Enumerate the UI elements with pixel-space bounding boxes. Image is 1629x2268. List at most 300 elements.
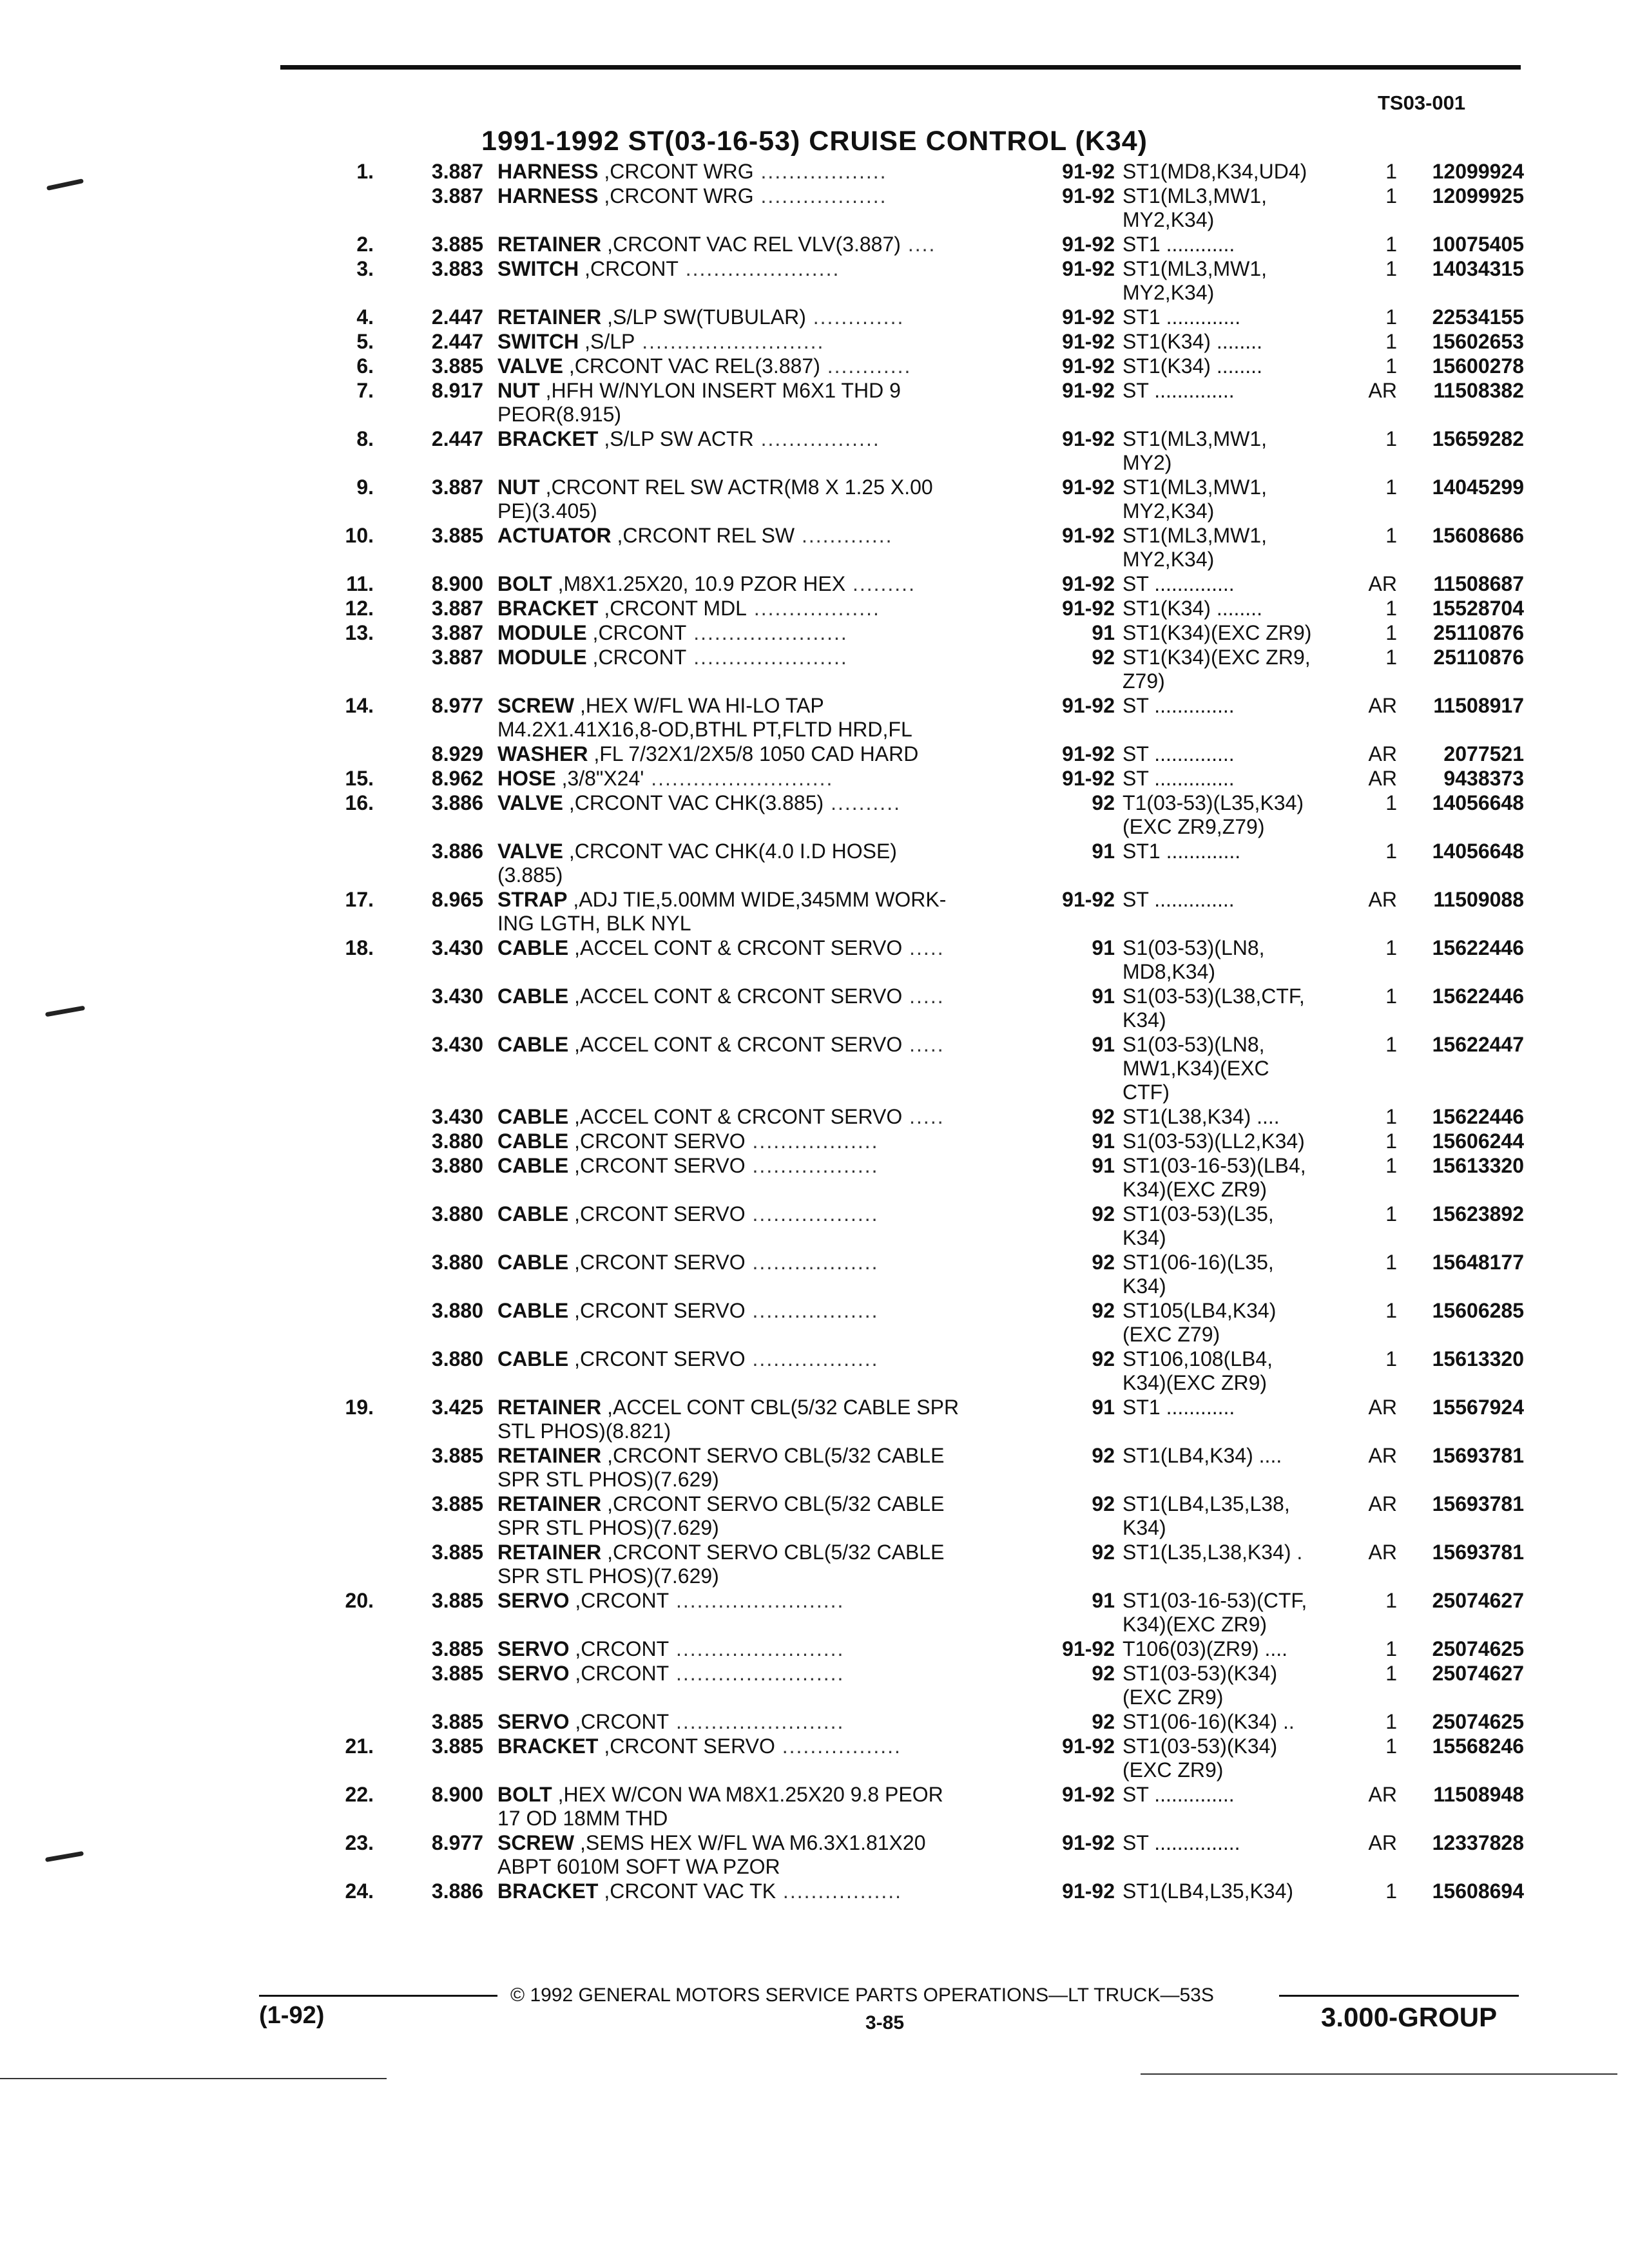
part-name: VALVE — [497, 354, 563, 378]
item-number: 22. — [345, 1783, 374, 1806]
part-name: CABLE — [497, 1154, 569, 1177]
table-row — [0, 621, 1629, 646]
part-description — [497, 936, 1032, 960]
item-number: 2. — [356, 233, 374, 256]
leader-dots: .......................... — [635, 330, 825, 353]
part-detail: ,HEX W/CON WA M8X1.25X20 9.8 PEOR 17 OD 18MM THD — [497, 1783, 943, 1830]
part-detail: ,CRCONT SERVO — [568, 1154, 746, 1177]
model-years: 92 — [1092, 1492, 1115, 1515]
part-description — [497, 1637, 1032, 1661]
part-detail: ,CRCONT SERVO CBL(5/32 CABLE SPR STL PHOS)(7.629) — [497, 1444, 945, 1491]
leader-dots: .................. — [745, 1154, 879, 1177]
model-usage: ST1(MD8,K34,UD4) — [1123, 160, 1307, 183]
table-row — [0, 1347, 1629, 1396]
part-description — [497, 1662, 1032, 1686]
table-row — [0, 1129, 1629, 1154]
part-name: RETAINER — [497, 1541, 602, 1564]
table-row — [0, 233, 1629, 257]
part-detail: ,CRCONT SERVO CBL(5/32 CABLE SPR STL PHOS)(7.629) — [497, 1541, 945, 1588]
leader-dots: ........................ — [669, 1589, 845, 1612]
part-description — [497, 1492, 1032, 1540]
part-detail: ,CRCONT REL SW ACTR(M8 X 1.25 X.00 PE)(3.405) — [497, 476, 933, 523]
quantity: AR — [1368, 1492, 1397, 1515]
quantity: 1 — [1385, 985, 1397, 1008]
model-usage: ST1(06-16)(L35, K34) — [1123, 1251, 1274, 1298]
quantity: AR — [1368, 1831, 1397, 1854]
model-usage: ST106,108(LB4, K34)(EXC ZR9) — [1123, 1347, 1273, 1394]
part-description — [497, 427, 1032, 451]
part-description — [497, 694, 1032, 742]
model-years: 91-92 — [1062, 524, 1115, 547]
model-usage: ST1(K34)(EXC ZR9, Z79) — [1123, 646, 1311, 693]
quantity: AR — [1368, 1783, 1397, 1806]
model-years: 92 — [1092, 1299, 1115, 1322]
part-number: 25110876 — [1433, 621, 1524, 644]
group-number: 3.885 — [431, 233, 483, 256]
part-description — [497, 1589, 1032, 1613]
part-detail: ,HEX W/FL WA HI-LO TAP M4.2X1.41X16,8-OD,BTHL PT,FLTD HRD,FL — [497, 694, 912, 741]
item-number: 18. — [345, 936, 374, 959]
part-number: 15622446 — [1432, 936, 1524, 959]
model-years: 91-92 — [1062, 1637, 1115, 1660]
model-years: 91-92 — [1062, 597, 1115, 620]
part-name: RETAINER — [497, 305, 602, 329]
part-name: NUT — [497, 379, 540, 402]
part-detail: ,CRCONT — [569, 1662, 670, 1685]
model-usage: ST .............. — [1123, 888, 1235, 911]
item-number: 16. — [345, 791, 374, 814]
part-name: SERVO — [497, 1710, 570, 1733]
part-number: 15528704 — [1432, 597, 1524, 620]
table-row — [0, 354, 1629, 379]
part-number: 2077521 — [1443, 742, 1524, 765]
table-row — [0, 1710, 1629, 1735]
model-usage: S1(03-53)(LN8, MD8,K34) — [1123, 936, 1265, 983]
model-years: 91 — [1092, 1154, 1115, 1177]
part-description — [497, 572, 1032, 596]
leader-dots: .................. — [745, 1299, 879, 1322]
leader-dots: ..... — [902, 1033, 945, 1056]
part-description — [497, 742, 1032, 766]
quantity: 1 — [1385, 936, 1397, 959]
table-row — [0, 1879, 1629, 1904]
part-detail: ,CRCONT — [586, 646, 687, 669]
model-years: 91-92 — [1062, 476, 1115, 499]
footer-date: (1-92) — [259, 2002, 325, 2029]
part-number: 25074627 — [1432, 1589, 1524, 1612]
model-usage: T1(03-53)(L35,K34) (EXC ZR9,Z79) — [1123, 791, 1304, 838]
part-description — [497, 160, 1032, 184]
part-name: BOLT — [497, 1783, 552, 1806]
item-number: 9. — [356, 476, 374, 499]
table-row — [0, 1396, 1629, 1444]
table-row — [0, 1492, 1629, 1541]
part-name: RETAINER — [497, 1444, 602, 1467]
quantity: 1 — [1385, 1202, 1397, 1225]
group-number: 3.887 — [431, 160, 483, 183]
leader-dots: ............. — [795, 524, 893, 547]
part-name: BRACKET — [497, 427, 599, 450]
table-row — [0, 330, 1629, 354]
part-description — [497, 1033, 1032, 1057]
group-number: 3.885 — [431, 1492, 483, 1515]
item-number: 23. — [345, 1831, 374, 1854]
model-years: 91 — [1092, 840, 1115, 863]
model-usage: ST1(K34)(EXC ZR9) — [1123, 621, 1312, 644]
part-number: 25074625 — [1432, 1637, 1524, 1660]
quantity: 1 — [1385, 1299, 1397, 1322]
part-description — [497, 1347, 1032, 1371]
part-detail: ,CRCONT SERVO — [568, 1299, 746, 1322]
group-number: 3.430 — [431, 936, 483, 959]
footer-rule — [259, 1995, 497, 1997]
model-usage: S1(03-53)(LL2,K34) — [1123, 1129, 1305, 1153]
part-number: 11509088 — [1433, 888, 1524, 911]
group-number: 8.962 — [431, 767, 483, 790]
part-detail: ,CRCONT SERVO — [568, 1347, 746, 1370]
model-usage: ST1(03-53)(L35, K34) — [1123, 1202, 1274, 1249]
model-usage: T106(03)(ZR9) .... — [1123, 1637, 1288, 1660]
item-number: 8. — [356, 427, 374, 450]
quantity: AR — [1368, 1396, 1397, 1419]
table-row — [0, 1444, 1629, 1492]
model-years: 91-92 — [1062, 742, 1115, 765]
part-description — [497, 646, 1032, 669]
part-name: HOSE — [497, 767, 556, 790]
part-name: SERVO — [497, 1637, 570, 1660]
group-number: 3.430 — [431, 985, 483, 1008]
model-years: 91 — [1092, 1396, 1115, 1419]
part-detail: ,CRCONT VAC CHK(4.0 I.D HOSE) (3.885) — [497, 840, 897, 887]
part-number: 11508917 — [1433, 694, 1524, 717]
group-number: 2.447 — [431, 427, 483, 450]
bottom-rule — [1141, 2073, 1617, 2075]
part-detail: ,CRCONT VAC TK — [598, 1879, 776, 1903]
part-description — [497, 379, 1032, 427]
group-number: 3.885 — [431, 1637, 483, 1660]
model-usage: S1(03-53)(LN8, MW1,K34)(EXC CTF) — [1123, 1033, 1269, 1104]
quantity: 1 — [1385, 1662, 1397, 1685]
part-name: CABLE — [497, 1202, 569, 1225]
part-description — [497, 184, 1032, 208]
group-number: 8.977 — [431, 1831, 483, 1854]
quantity: AR — [1368, 694, 1397, 717]
table-row — [0, 791, 1629, 840]
part-description — [497, 1396, 1032, 1443]
model-usage: ST1(03-16-53)(LB4, K34)(EXC ZR9) — [1123, 1154, 1306, 1201]
part-name: BRACKET — [497, 1735, 599, 1758]
table-row — [0, 840, 1629, 888]
item-number: 6. — [356, 354, 374, 378]
model-usage: ST1(K34) ........ — [1123, 330, 1262, 353]
group-number: 3.880 — [431, 1129, 483, 1153]
group-number: 8.929 — [431, 742, 483, 765]
table-row — [0, 742, 1629, 767]
leader-dots: ......... — [845, 572, 916, 595]
model-usage: ST .............. — [1123, 742, 1235, 765]
group-number: 3.885 — [431, 1589, 483, 1612]
model-usage: ST1(ML3,MW1, MY2) — [1123, 427, 1268, 474]
part-name: SWITCH — [497, 330, 579, 353]
footer-rule — [1279, 1995, 1519, 1997]
quantity: 1 — [1385, 1637, 1397, 1660]
part-detail: ,3/8"X24' — [555, 767, 644, 790]
quantity: AR — [1368, 1541, 1397, 1564]
group-number: 3.880 — [431, 1347, 483, 1370]
part-number: 15648177 — [1432, 1251, 1524, 1274]
model-years: 92 — [1092, 1105, 1115, 1128]
quantity: AR — [1368, 572, 1397, 595]
quantity: 1 — [1385, 1251, 1397, 1274]
table-row — [0, 1251, 1629, 1299]
model-years: 91-92 — [1062, 160, 1115, 183]
model-usage: ST .............. — [1123, 572, 1235, 595]
group-number: 3.886 — [431, 791, 483, 814]
part-name: CABLE — [497, 1033, 569, 1056]
part-number: 15622447 — [1432, 1033, 1524, 1056]
part-name: STRAP — [497, 888, 568, 911]
model-usage: ST1(03-53)(K34) (EXC ZR9) — [1123, 1662, 1278, 1709]
quantity: 1 — [1385, 1589, 1397, 1612]
part-detail: ,ACCEL CONT & CRCONT SERVO — [568, 1105, 903, 1128]
part-name: RETAINER — [497, 1396, 602, 1419]
part-detail: ,CRCONT — [569, 1589, 670, 1612]
quantity: 1 — [1385, 621, 1397, 644]
part-name: CABLE — [497, 985, 569, 1008]
leader-dots: ..... — [902, 1105, 945, 1128]
part-description — [497, 840, 1032, 887]
model-usage: ST1(LB4,L35,L38, K34) — [1123, 1492, 1290, 1539]
item-number: 19. — [345, 1396, 374, 1419]
quantity: 1 — [1385, 1129, 1397, 1153]
group-number: 3.887 — [431, 184, 483, 207]
part-number: 15600278 — [1432, 354, 1524, 378]
quantity: AR — [1368, 379, 1397, 402]
part-detail: ,FL 7/32X1/2X5/8 1050 CAD HARD — [588, 742, 919, 765]
quantity: 1 — [1385, 791, 1397, 814]
model-years: 91 — [1092, 1589, 1115, 1612]
table-row — [0, 694, 1629, 742]
model-usage: ST1 ............. — [1123, 840, 1241, 863]
item-number: 11. — [346, 572, 374, 595]
quantity: 1 — [1385, 354, 1397, 378]
part-number: 15606285 — [1432, 1299, 1524, 1322]
part-detail: ,CRCONT WRG — [598, 160, 754, 183]
item-number: 21. — [345, 1735, 374, 1758]
model-years: 92 — [1092, 646, 1115, 669]
part-detail: ,CRCONT SERVO CBL(5/32 CABLE SPR STL PHOS)(7.629) — [497, 1492, 945, 1539]
part-description — [497, 888, 1032, 936]
part-description — [497, 767, 1032, 791]
model-years: 91-92 — [1062, 694, 1115, 717]
group-number: 3.430 — [431, 1033, 483, 1056]
group-number: 3.886 — [431, 1879, 483, 1903]
item-number: 13. — [345, 621, 374, 644]
leader-dots: ..... — [902, 936, 945, 959]
model-usage: ST105(LB4,K34) (EXC Z79) — [1123, 1299, 1277, 1346]
leader-dots: .................. — [745, 1129, 879, 1153]
model-usage: ST1(K34) ........ — [1123, 597, 1262, 620]
quantity: 1 — [1385, 1879, 1397, 1903]
part-name: SCREW — [497, 694, 575, 717]
part-description — [497, 305, 1032, 329]
part-description — [497, 257, 1032, 281]
part-detail: ,CRCONT VAC REL(3.887) — [563, 354, 820, 378]
quantity: 1 — [1385, 646, 1397, 669]
part-description — [497, 476, 1032, 523]
part-detail: ,ACCEL CONT & CRCONT SERVO — [568, 985, 903, 1008]
table-row — [0, 1735, 1629, 1783]
part-description — [497, 1299, 1032, 1323]
table-row — [0, 1033, 1629, 1105]
part-number: 15693781 — [1432, 1492, 1524, 1515]
model-years: 92 — [1092, 1662, 1115, 1685]
model-years: 92 — [1092, 1347, 1115, 1370]
part-name: VALVE — [497, 791, 563, 814]
part-number: 15567924 — [1432, 1396, 1524, 1419]
model-usage: ST1 ............ — [1123, 1396, 1235, 1419]
part-detail: ,CRCONT MDL — [598, 597, 747, 620]
part-detail: ,CRCONT WRG — [598, 184, 754, 207]
part-name: MODULE — [497, 621, 587, 644]
leader-dots: ................. — [775, 1735, 901, 1758]
quantity: AR — [1368, 742, 1397, 765]
model-years: 92 — [1092, 1251, 1115, 1274]
model-usage: ST1(ML3,MW1, MY2,K34) — [1123, 257, 1268, 304]
quantity: 1 — [1385, 257, 1397, 280]
table-row — [0, 1541, 1629, 1589]
part-name: RETAINER — [497, 233, 602, 256]
part-number: 25074625 — [1432, 1710, 1524, 1733]
quantity: 1 — [1385, 1735, 1397, 1758]
model-years: 91-92 — [1062, 1831, 1115, 1854]
item-number: 24. — [345, 1879, 374, 1903]
item-number: 5. — [356, 330, 374, 353]
part-number: 14034315 — [1432, 257, 1524, 280]
part-detail: ,SEMS HEX W/FL WA M6.3X1.81X20 ABPT 6010M SOFT WA PZOR — [497, 1831, 926, 1878]
part-name: NUT — [497, 476, 540, 499]
leader-dots: ...................... — [686, 646, 848, 669]
part-description — [497, 985, 1032, 1008]
model-years: 92 — [1092, 1710, 1115, 1733]
quantity: 1 — [1385, 1347, 1397, 1370]
group-number: 8.900 — [431, 572, 483, 595]
quantity: 1 — [1385, 184, 1397, 207]
part-number: 10075405 — [1432, 233, 1524, 256]
part-number: 14045299 — [1432, 476, 1524, 499]
quantity: AR — [1368, 767, 1397, 790]
part-name: CABLE — [497, 1251, 569, 1274]
model-usage: ST1(ML3,MW1, MY2,K34) — [1123, 476, 1268, 523]
part-number: 15693781 — [1432, 1541, 1524, 1564]
part-name: SERVO — [497, 1662, 570, 1685]
group-number: 2.447 — [431, 330, 483, 353]
part-detail: ,CRCONT — [579, 257, 679, 280]
leader-dots: .................. — [745, 1347, 879, 1370]
leader-dots: ............ — [820, 354, 912, 378]
part-description — [497, 621, 1032, 645]
model-usage: ST .............. — [1123, 1783, 1235, 1806]
part-number: 11508382 — [1433, 379, 1524, 402]
group-number: 3.885 — [431, 1710, 483, 1733]
group-number: 3.880 — [431, 1299, 483, 1322]
leader-dots: .................. — [745, 1251, 879, 1274]
table-row — [0, 646, 1629, 694]
part-number: 15623892 — [1432, 1202, 1524, 1225]
model-usage: ST ............... — [1123, 1831, 1240, 1854]
group-number: 8.965 — [431, 888, 483, 911]
part-number: 14056648 — [1432, 791, 1524, 814]
part-number: 15608686 — [1432, 524, 1524, 547]
item-number: 17. — [345, 888, 374, 911]
model-years: 91-92 — [1062, 379, 1115, 402]
part-name: BRACKET — [497, 1879, 599, 1903]
part-name: CABLE — [497, 1129, 569, 1153]
part-description — [497, 1129, 1032, 1153]
leader-dots: .................. — [746, 597, 880, 620]
model-years: 91-92 — [1062, 305, 1115, 329]
table-row — [0, 427, 1629, 476]
part-description — [497, 791, 1032, 815]
footer-group: 3.000-GROUP — [1321, 2002, 1498, 2032]
model-years: 91-92 — [1062, 1735, 1115, 1758]
group-number: 3.430 — [431, 1105, 483, 1128]
part-number: 12337828 — [1432, 1831, 1524, 1854]
model-years: 91 — [1092, 985, 1115, 1008]
group-number: 3.887 — [431, 621, 483, 644]
part-number: 15622446 — [1432, 985, 1524, 1008]
page-number: 3-85 — [865, 2012, 905, 2033]
part-detail: ,CRCONT SERVO — [568, 1129, 746, 1153]
part-detail: ,ACCEL CONT & CRCONT SERVO — [568, 1033, 903, 1056]
part-description — [497, 1783, 1032, 1831]
item-number: 4. — [356, 305, 374, 329]
leader-dots: ............. — [805, 305, 905, 329]
leader-dots: ...................... — [686, 621, 848, 644]
leader-dots: .................. — [753, 184, 887, 207]
model-years: 91-92 — [1062, 354, 1115, 378]
part-description — [497, 233, 1032, 256]
table-row — [0, 572, 1629, 597]
table-row — [0, 1662, 1629, 1710]
model-years: 91 — [1092, 621, 1115, 644]
leader-dots: .......... — [824, 791, 901, 814]
model-years: 91-92 — [1062, 888, 1115, 911]
part-name: CABLE — [497, 1105, 569, 1128]
part-number: 9438373 — [1443, 767, 1524, 790]
part-name: CABLE — [497, 936, 569, 959]
model-usage: ST1 ............. — [1123, 305, 1241, 329]
part-description — [497, 1202, 1032, 1226]
group-number: 3.885 — [431, 1735, 483, 1758]
model-usage: ST .............. — [1123, 379, 1235, 402]
model-usage: ST1(06-16)(K34) .. — [1123, 1710, 1295, 1733]
part-name: CABLE — [497, 1299, 569, 1322]
item-number: 20. — [345, 1589, 374, 1612]
model-years: 91 — [1092, 1033, 1115, 1056]
parts-table — [0, 160, 1629, 1904]
bottom-rule — [0, 2078, 387, 2079]
quantity: AR — [1368, 1444, 1397, 1467]
table-row — [0, 1154, 1629, 1202]
item-number: 1. — [356, 160, 374, 183]
part-name: CABLE — [497, 1347, 569, 1370]
group-number: 3.885 — [431, 354, 483, 378]
top-rule — [280, 65, 1521, 70]
model-years: 92 — [1092, 1444, 1115, 1467]
quantity: 1 — [1385, 330, 1397, 353]
part-number: 11508948 — [1433, 1783, 1524, 1806]
